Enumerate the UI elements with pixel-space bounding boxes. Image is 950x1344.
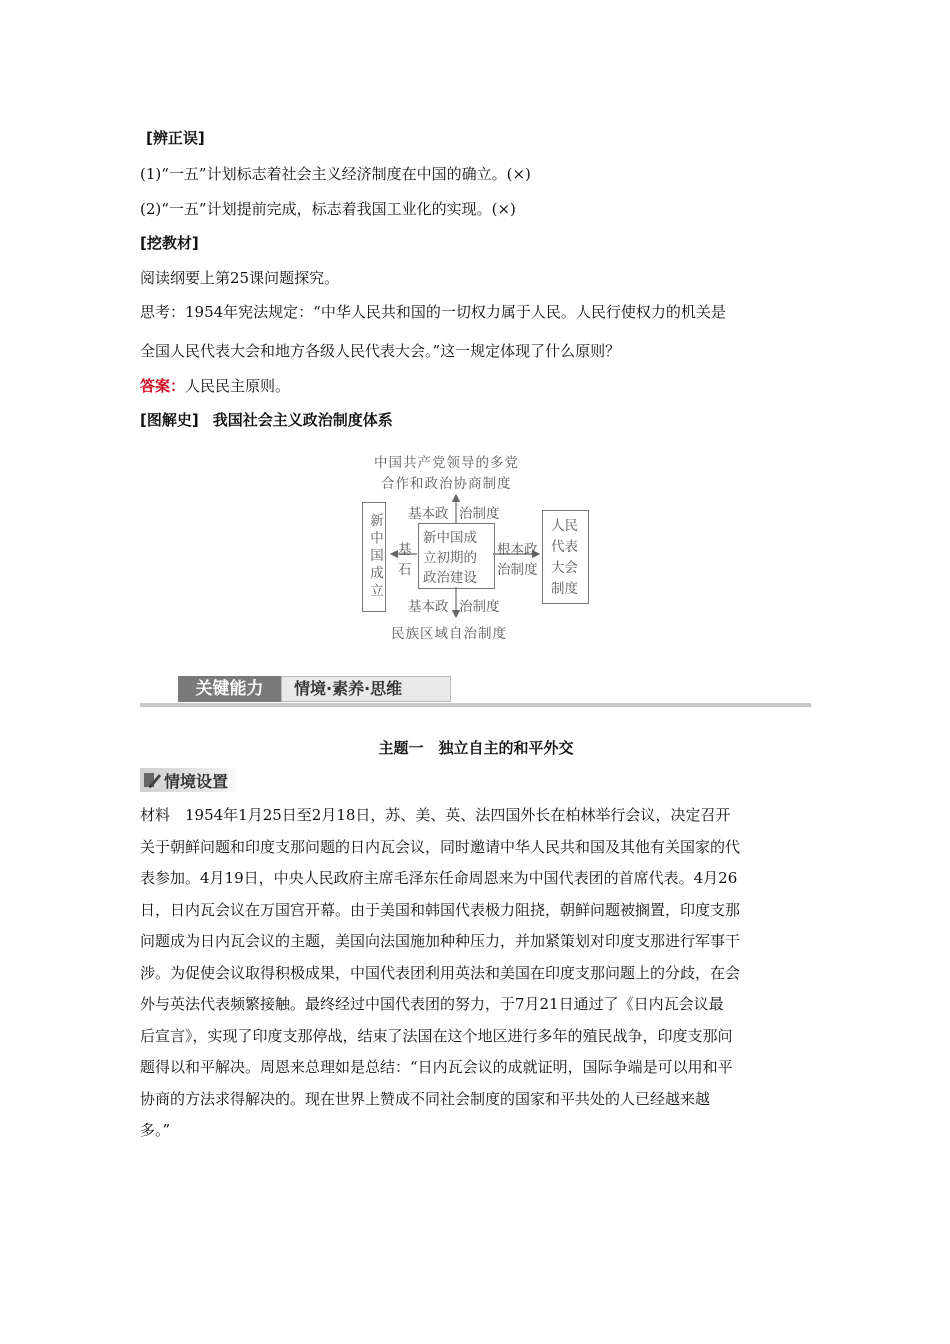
- topic-title: 主题一 独立自主的和平外交: [378, 739, 574, 757]
- diagram-right-line2: 代表: [551, 539, 578, 555]
- diagram-right-line3: 大会: [551, 560, 578, 576]
- banner-subtitle: 情境·素养·思维: [281, 676, 451, 702]
- bianzhengwu-item-1: (1)“一五”计划标志着社会主义经济制度在中国的确立。(×): [140, 165, 531, 183]
- diagram-right-arrow-top: 根本政: [497, 542, 538, 558]
- answer-label: 答案：: [140, 377, 186, 395]
- pencil-icon: [142, 770, 162, 790]
- material-line: 材料 1954年1月25日至2月18日，苏、美、英、法四国外长在柏林举行会议，决定召开: [140, 806, 731, 824]
- banner-rule: [140, 703, 811, 707]
- wajiaocai-think-line1: 思考：1954年宪法规定：“中华人民共和国的一切权力属于人民。人民行使权力的机关是: [140, 303, 726, 321]
- bianzhengwu-item-2: (2)“一五”计划提前完成，标志着我国工业化的实现。(×): [140, 200, 516, 218]
- wajiaocai-read: 阅读纲要上第25课问题探究。: [140, 269, 340, 287]
- scene-label-block: [140, 768, 240, 792]
- diagram-left-arrow-top: 基: [398, 542, 412, 558]
- answer-text: 人民民主原则。: [185, 377, 291, 395]
- diagram-top-line2: 合作和政治协商制度: [381, 476, 512, 492]
- diagram-right-line4: 制度: [551, 581, 578, 597]
- tujieshi-title: 我国社会主义政治制度体系: [212, 411, 393, 429]
- diagram-right-line1: 人民: [551, 518, 578, 534]
- diagram-center-line1: 新中国成: [423, 530, 477, 546]
- diagram-left-box: 新中国成立: [362, 502, 386, 612]
- diagram-bottom: 民族区域自治制度: [391, 626, 507, 642]
- scene-label: 情境设置: [164, 772, 229, 791]
- material-line: 日，日内瓦会议在万国宫开幕。由于美国和韩国代表极力阻挠，朝鲜问题被搁置，印度支那: [140, 900, 741, 919]
- wajiaocai-think-line2: 全国人民代表大会和地方各级人民代表大会。”这一规定体现了什么原则？: [140, 342, 621, 360]
- diagram-down-left: 基本政: [408, 599, 449, 615]
- banner-key-ability: 关键能力: [178, 676, 281, 702]
- diagram-center-line2: 立初期的: [423, 550, 477, 566]
- diagram-down-right: 治制度: [459, 599, 500, 615]
- tujieshi-heading: [图解史]: [140, 411, 199, 429]
- wajiaocai-answer: [140, 376, 812, 396]
- diagram-left-arrow-bottom: 石: [398, 562, 412, 578]
- diagram-right-arrow-bottom: 治制度: [497, 562, 538, 578]
- material-paragraph: [140, 800, 812, 1147]
- material-line: 外与英法代表频繁接触。最终经过中国代表团的努力，于7月21日通过了《日内瓦会议最: [140, 995, 724, 1013]
- material-line: 涉。为促使会议取得积极成果，中国代表团利用英法和美国在印度支那问题上的分歧，在会: [140, 963, 741, 982]
- diagram-top-line1: 中国共产党领导的多党: [374, 455, 519, 471]
- material-line: 题得以和平解决。周恩来总理如是总结：“日内瓦会议的成就证明，国际争端是可以用和平: [140, 1058, 733, 1076]
- material-line: 协商的方法求得解决的。现在世界上赞成不同社会制度的国家和平共处的人已经越来越: [140, 1089, 711, 1108]
- tujieshi-heading-row: [140, 410, 812, 430]
- material-line: 问题成为日内瓦会议的主题，美国向法国施加种种压力，并加紧策划对印度支那进行军事干: [140, 932, 741, 950]
- diagram-up-left: 基本政: [408, 506, 449, 522]
- wajiaocai-heading: [挖教材]: [140, 234, 199, 252]
- material-line: 表参加。4月19日，中央人民政府主席毛泽东任命周恩来为中国代表团的首席代表。4月26: [140, 869, 738, 887]
- material-line: 后宣言》，实现了印度支那停战，结束了法国在这个地区进行多年的殖民战争，印度支那问: [140, 1026, 733, 1045]
- material-line: 关于朝鲜问题和印度支那问题的日内瓦会议，同时邀请中华人民共和国及其他有关国家的代: [140, 837, 741, 856]
- political-system-diagram: [355, 447, 595, 647]
- bianzhengwu-heading: [辨正误]: [146, 129, 205, 147]
- diagram-center-line3: 政治建设: [423, 570, 477, 586]
- diagram-up-right: 治制度: [459, 506, 500, 522]
- material-line: 多。”: [140, 1121, 171, 1139]
